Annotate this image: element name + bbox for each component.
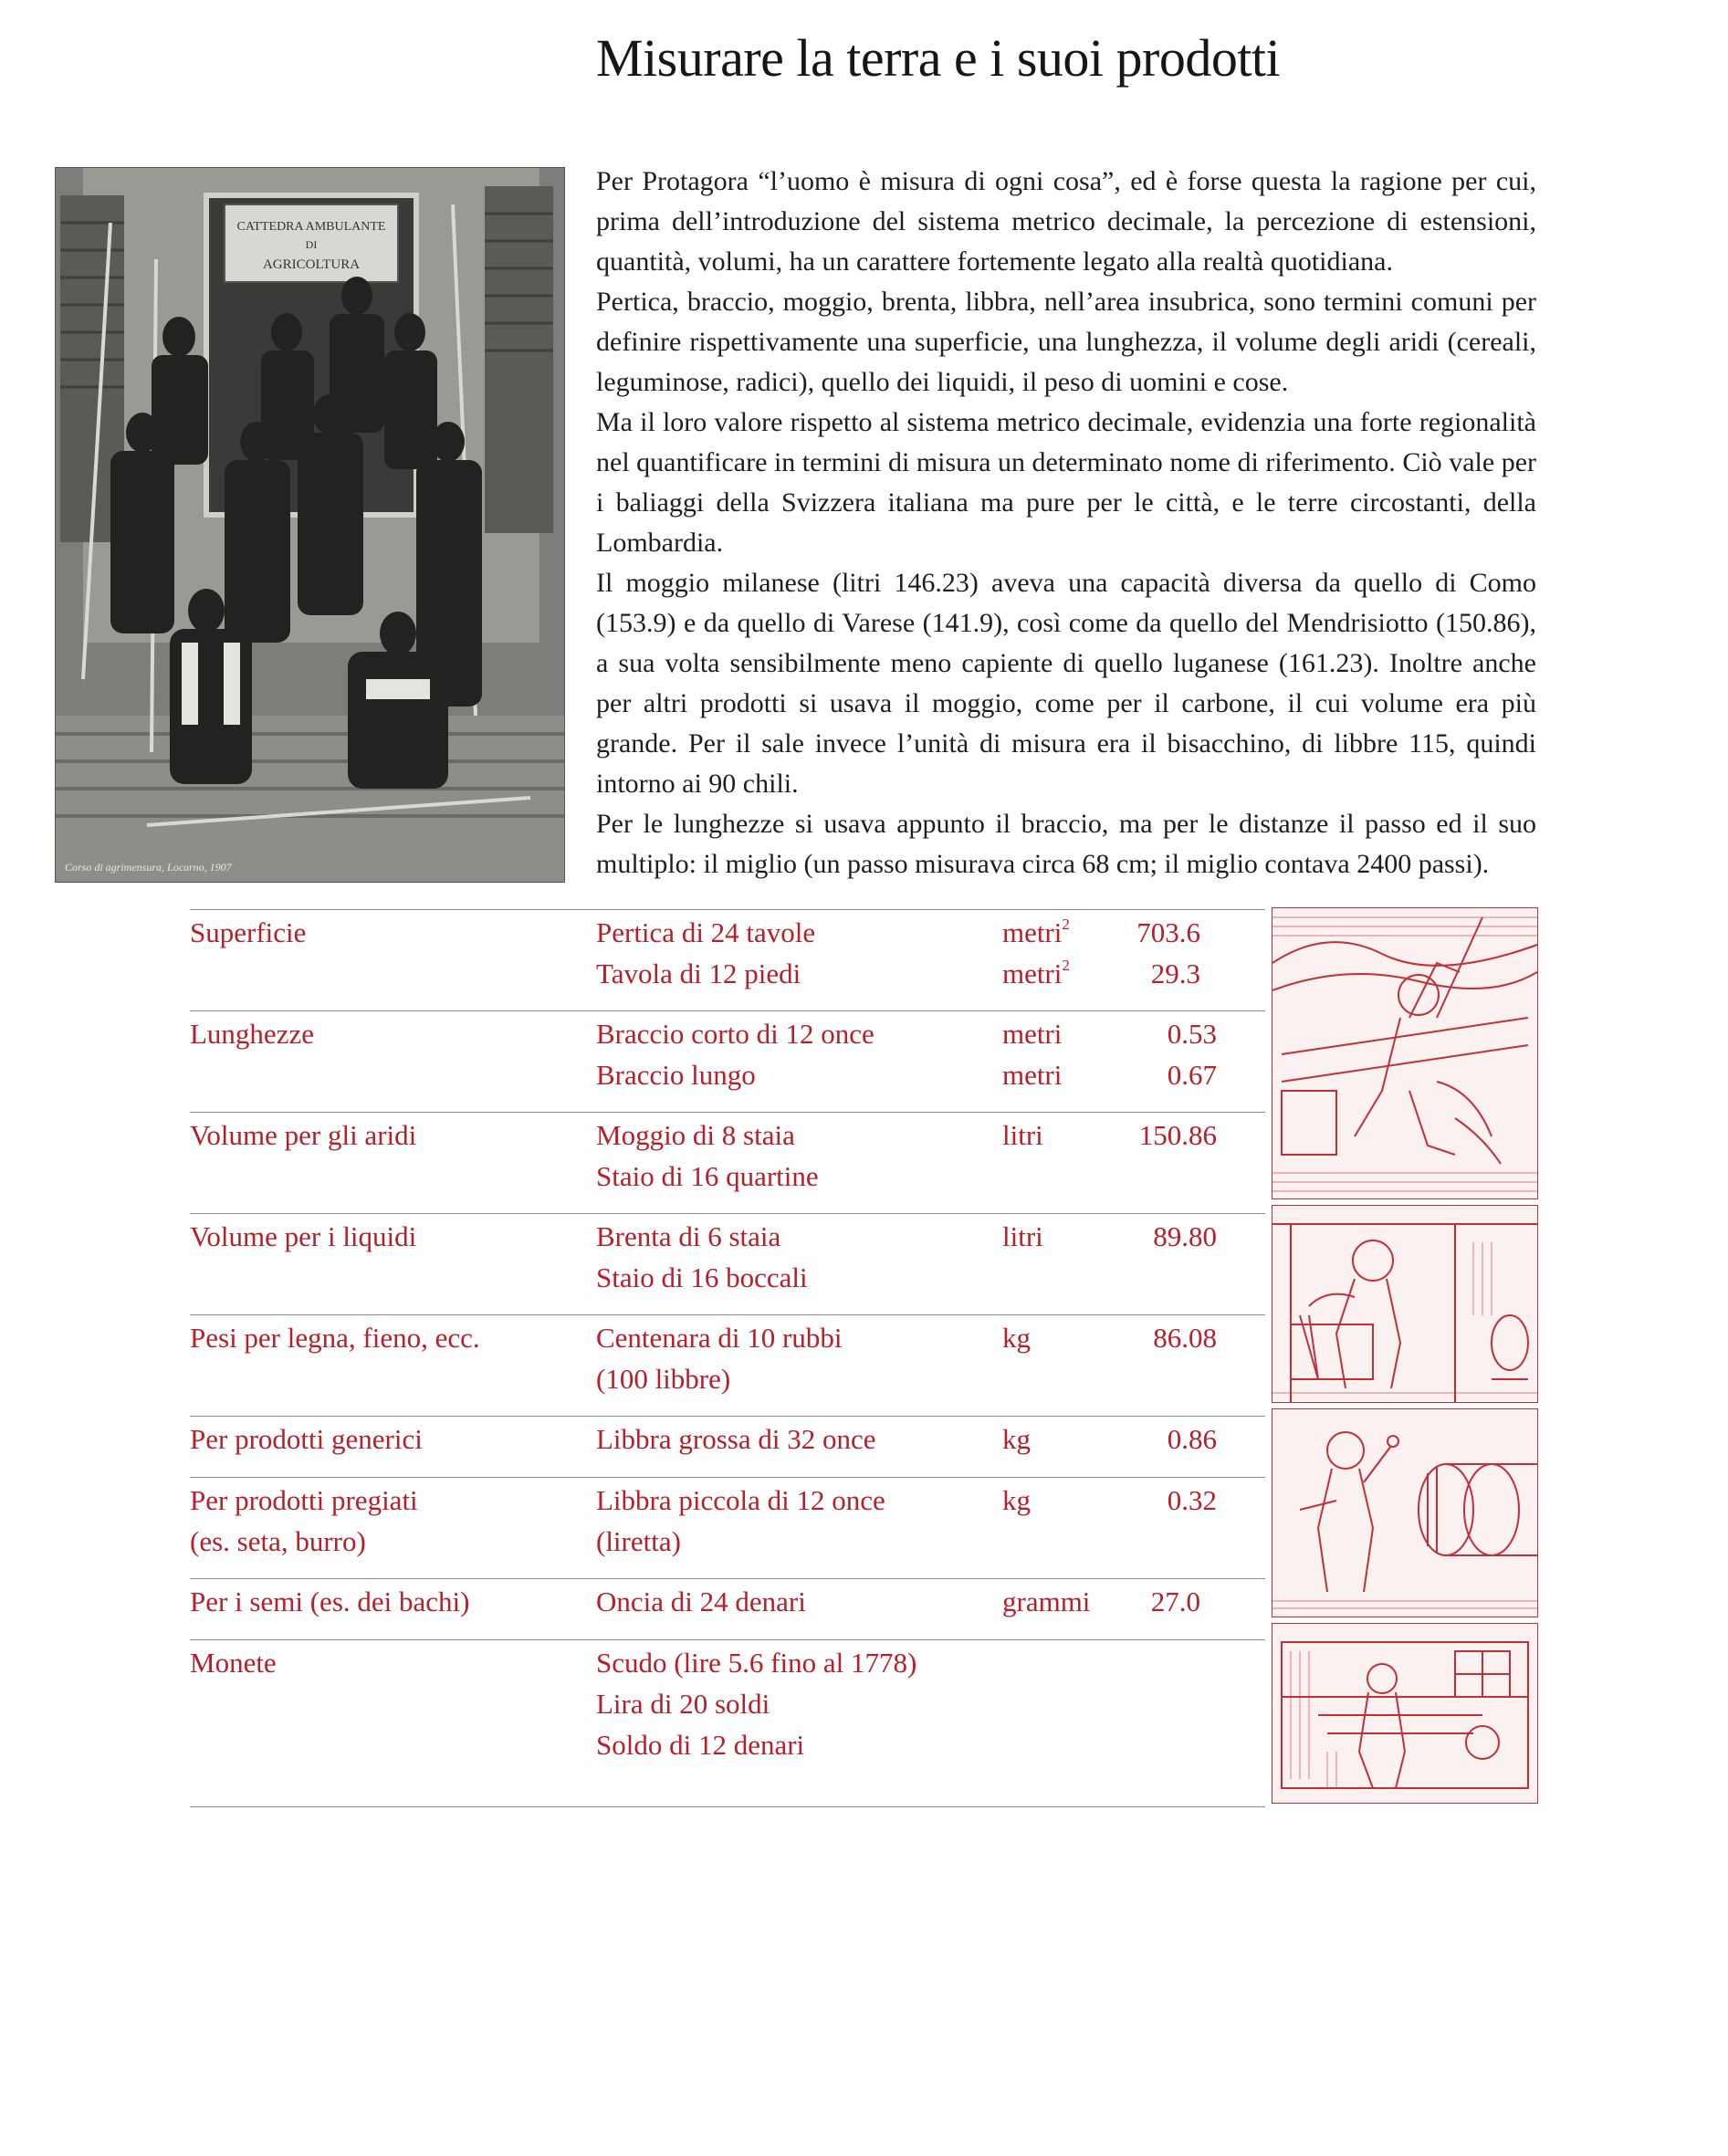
row-value: 0.86 (1167, 1423, 1217, 1455)
intro-paragraph: Per Protagora “l’uomo è misura di ogni cosa”, ed è forse questa la ragione per cui, prima dell’introduzione del sistema metrico decimale, la percezione di estensioni, quantità, volumi, ha un carattere fortemente legato alla realtà quotidiana. (596, 166, 1536, 277)
photo-sign-line-3: AGRICOLTURA (262, 257, 361, 272)
row-value: 86.08 (1153, 1322, 1217, 1354)
woodcut-wine-barrels (1272, 1408, 1538, 1617)
row-unit: metri (1002, 1018, 1063, 1050)
row-unit: litri (1002, 1119, 1043, 1151)
row-item: Pertica di 24 tavole (596, 916, 816, 948)
row-item: Tavola di 12 piedi (596, 958, 801, 989)
table-row-lunghezze (190, 1010, 1265, 1112)
table-row-monete (190, 1639, 1265, 1807)
photo-sign-line-1: CATTEDRA AMBULANTE (236, 220, 386, 234)
row-category: Volume per i liquidi (190, 1220, 417, 1252)
row-unit: kg (1002, 1322, 1031, 1354)
row-item: Staio di 16 boccali (596, 1261, 808, 1293)
row-category: Per i semi (es. dei bachi) (190, 1586, 470, 1617)
unit-superscript: 2 (1062, 957, 1070, 974)
table-row-aridi (190, 1112, 1265, 1213)
measures-table (190, 909, 1265, 1807)
row-item: Staio di 16 quartine (596, 1160, 819, 1192)
row-unit: metri$^2$ (1002, 957, 1070, 989)
woodcut-workshop (1272, 1623, 1538, 1804)
row-value: 703.6 (1136, 916, 1200, 948)
row-category: Pesi per legna, fieno, ecc. (190, 1322, 480, 1354)
row-unit: kg (1002, 1423, 1031, 1455)
row-item: Scudo (lire 5.6 fino al 1778) (596, 1647, 917, 1679)
intro-paragraph: Per le lunghezze si usava appunto il braccio, ma per le distanze il passo ed il suo multiplo: il miglio (un passo misurava circa 68 cm; il miglio contava 2400 passi). (596, 809, 1536, 879)
row-item: Moggio di 8 staia (596, 1119, 795, 1151)
row-unit: litri (1002, 1220, 1043, 1252)
woodcut-woodcutter (1272, 907, 1538, 1199)
row-item: Brenta di 6 staia (596, 1220, 781, 1252)
row-item: (100 libbre) (596, 1363, 731, 1395)
row-unit: metri$^2$ (1002, 916, 1070, 948)
row-value: 0.67 (1167, 1059, 1217, 1091)
row-unit: kg (1002, 1484, 1031, 1516)
row-category: Volume per gli aridi (190, 1119, 417, 1151)
photo-caption: Corso di agrimensura, Locarno, 1907 (65, 861, 232, 874)
table-row-pesi (190, 1314, 1265, 1416)
row-value: 0.53 (1167, 1018, 1217, 1050)
table-row-pregiati (190, 1477, 1265, 1578)
row-item: Oncia di 24 denari (596, 1586, 806, 1617)
row-value: 150.86 (1138, 1119, 1217, 1151)
row-item: Braccio corto di 12 once (596, 1018, 874, 1050)
row-value: 89.80 (1153, 1220, 1217, 1252)
row-category: Per prodotti pregiati (190, 1484, 418, 1516)
row-item: (liretta) (596, 1525, 681, 1557)
table-row-semi (190, 1578, 1265, 1639)
row-category: Monete (190, 1647, 277, 1679)
row-unit: grammi (1002, 1586, 1091, 1617)
row-item: Lira di 20 soldi (596, 1688, 770, 1720)
row-category: Superficie (190, 916, 307, 948)
table-row-superficie (190, 909, 1265, 1010)
row-item: Libbra piccola di 12 once (596, 1484, 885, 1516)
row-item: Soldo di 12 denari (596, 1729, 805, 1761)
row-category: Per prodotti generici (190, 1423, 423, 1455)
unit-superscript: 2 (1062, 916, 1070, 933)
row-value: 27.0 (1150, 1586, 1200, 1617)
intro-paragraph: Il moggio milanese (litri 146.23) aveva una capacità diversa da quello di Como (153.9) e da quello di Varese (141.9), così come da quello del Mendrisiotto (150.86), a sua volta sensibilmente meno capiente di quello luganese (161.23). Inoltre anche per altri prodotti si usava il moggio, come per il carbone, il cui volume era più grande. Per il sale invece l’unità di misura era il bisacchino, di libbre 115, quindi intorno ai 90 chili. (596, 568, 1536, 799)
photo-sign-line-2: DI (305, 238, 318, 251)
row-item: Braccio lungo (596, 1059, 756, 1091)
row-value: 29.3 (1150, 958, 1200, 989)
row-value: 0.32 (1167, 1484, 1217, 1516)
intro-text (596, 162, 1536, 884)
intro-paragraph: Ma il loro valore rispetto al sistema metrico decimale, evidenzia una forte regionalità nel quantificare in termini di misura un determinato nome di riferimento. Ciò vale per i baliaggi della Svizzera italiana ma pure per le città, e le terre circostanti, della Lombardia. (596, 407, 1536, 558)
table-row-liquidi (190, 1213, 1265, 1314)
historical-photo (55, 167, 565, 883)
row-unit: metri (1002, 1059, 1063, 1091)
photo-illustration (56, 168, 564, 882)
row-item: Centenara di 10 rubbi (596, 1322, 843, 1354)
row-item: Libbra grossa di 32 once (596, 1423, 876, 1455)
page-title: Misurare la terra e i suoi prodotti (596, 28, 1281, 88)
intro-paragraph: Pertica, braccio, moggio, brenta, libbra, nell’area insubrica, sono termini comuni per definire rispettivamente una superficie, una lunghezza, il volume degli aridi (cereali, leguminose, radici), quello dei liquidi, il peso di uomini e cose. (596, 287, 1536, 397)
row-category: Lunghezze (190, 1018, 314, 1050)
row-category: (es. seta, burro) (190, 1525, 366, 1557)
woodcut-grain-pourer (1272, 1205, 1538, 1403)
table-row-generici (190, 1416, 1265, 1477)
